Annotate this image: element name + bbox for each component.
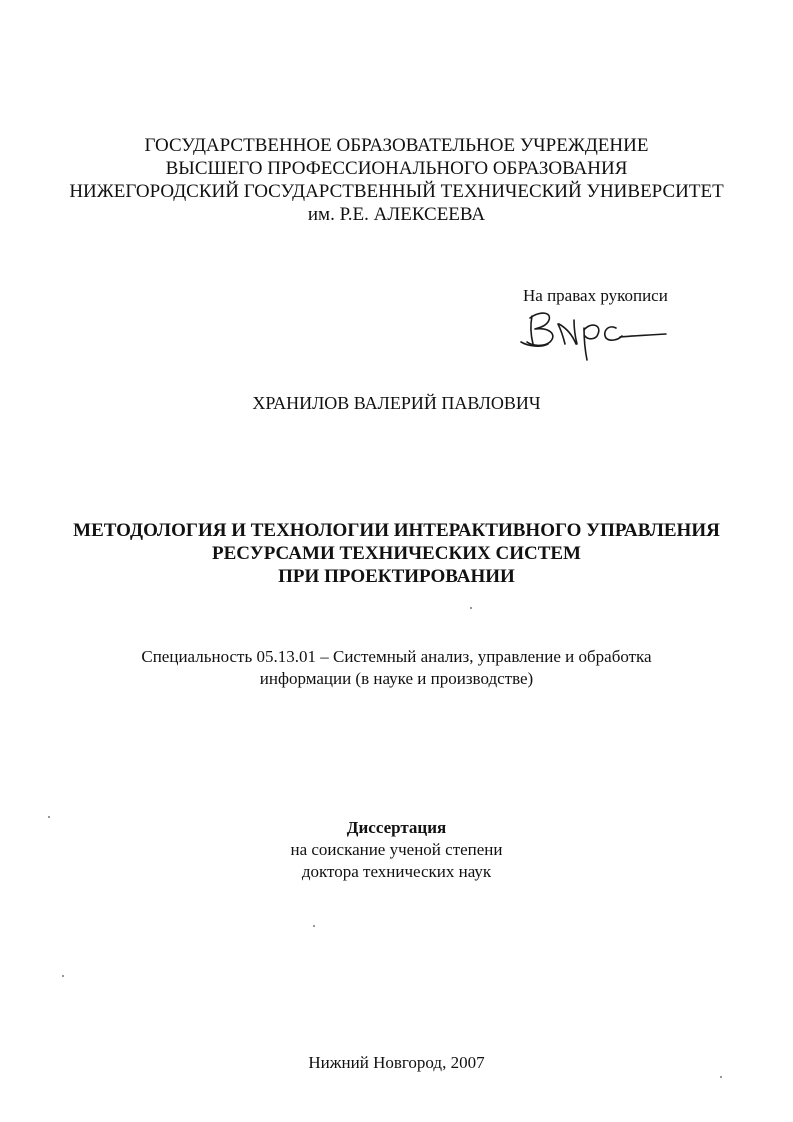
title-line-1: МЕТОДОЛОГИЯ И ТЕХНОЛОГИИ ИНТЕРАКТИВНОГО УПРАВЛЕНИЯ — [73, 520, 720, 541]
title-line-2: РЕСУРСАМИ ТЕХНИЧЕСКИХ СИСТЕМ — [212, 543, 581, 564]
dissertation-title — [0, 519, 793, 588]
institution-line-3: НИЖЕГОРОДСКИЙ ГОСУДАРСТВЕННЫЙ ТЕХНИЧЕСКИЙ УНИВЕРСИТЕТ — [69, 181, 724, 202]
title-line-3: ПРИ ПРОЕКТИРОВАНИИ — [278, 566, 515, 587]
degree-line-2: доктора технических наук — [301, 862, 492, 881]
institution-line-1: ГОСУДАРСТВЕННОЕ ОБРАЗОВАТЕЛЬНОЕ УЧРЕЖДЕНИЕ — [144, 135, 649, 156]
specialty-line-1: Специальность 05.13.01 – Системный анализ, управление и обработка — [141, 647, 652, 666]
scan-speck — [313, 925, 315, 927]
author-signature — [518, 302, 668, 364]
dissertation-heading: Диссертация — [346, 818, 447, 837]
scan-speck — [62, 975, 64, 977]
institution-line-2: ВЫСШЕГО ПРОФЕССИОНАЛЬНОГО ОБРАЗОВАНИЯ — [165, 158, 628, 179]
author-name: ХРАНИЛОВ ВАЛЕРИЙ ПАВЛОВИЧ — [252, 393, 541, 413]
scan-speck — [48, 816, 50, 818]
manuscript-rights-note: На правах рукописи — [523, 286, 668, 305]
degree-line-1: на соискание ученой степени — [290, 840, 503, 859]
city-and-year: Нижний Новгород, 2007 — [308, 1053, 485, 1072]
specialty-statement — [0, 646, 793, 690]
institution-line-4: им. Р.Е. АЛЕКСЕЕВА — [307, 204, 486, 225]
scan-speck — [720, 1076, 722, 1078]
specialty-line-2: информации (в науке и производстве) — [259, 669, 534, 688]
scan-speck — [470, 607, 472, 609]
degree-statement — [0, 817, 793, 883]
institution-header — [0, 134, 793, 226]
